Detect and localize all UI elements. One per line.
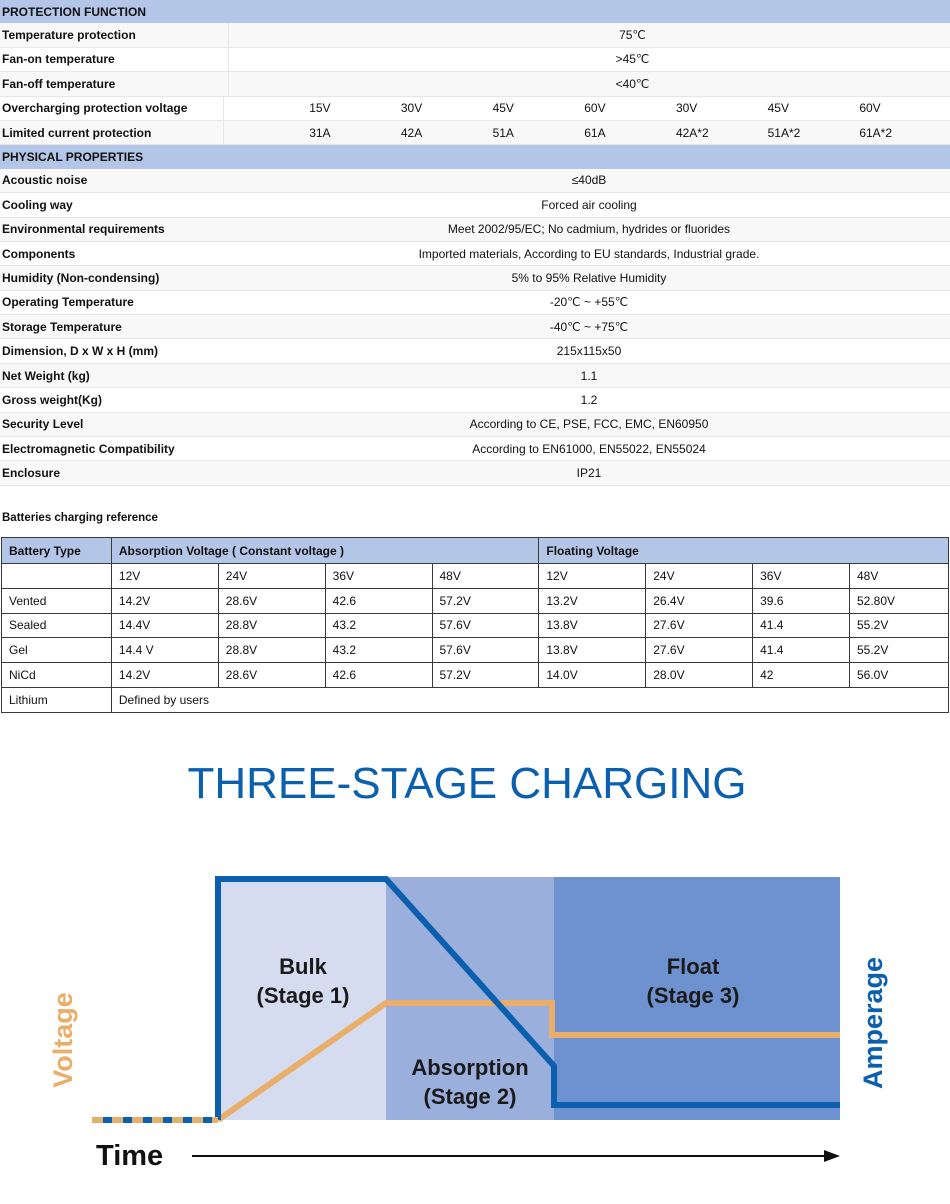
batteries-title: Batteries charging reference <box>2 512 158 524</box>
spec-value: 5% to 95% Relative Humidity <box>511 270 667 285</box>
spec-label: Security Level <box>2 417 84 432</box>
battery-type: Gel <box>2 638 112 663</box>
spec-cell: 42A <box>400 125 423 140</box>
empty-cell <box>2 564 112 589</box>
spec-row <box>0 388 950 412</box>
spec-table <box>0 0 950 486</box>
table-cell: 52.80V <box>850 588 949 613</box>
absorption-header: Absorption Voltage ( Constant voltage ) <box>111 538 538 564</box>
table-cell: 13.8V <box>539 638 646 663</box>
spec-label: Net Weight (kg) <box>2 368 90 383</box>
spec-cell: 30V <box>400 101 423 116</box>
batteries-table <box>1 537 949 713</box>
table-cell: 28.0V <box>646 663 753 688</box>
table-cell: 13.2V <box>539 588 646 613</box>
diagram-title: THREE-STAGE CHARGING <box>187 759 747 808</box>
spec-label: Fan-on temperature <box>2 52 115 67</box>
spec-value: 75℃ <box>619 28 646 43</box>
table-cell: 55.2V <box>850 638 949 663</box>
battery-type: NiCd <box>2 663 112 688</box>
protection-header <box>0 0 950 23</box>
voltage-cell: 36V <box>325 564 432 589</box>
protection-header-label: PROTECTION FUNCTION <box>2 4 146 19</box>
spec-row <box>0 413 950 437</box>
spec-cell: 51A <box>492 125 514 140</box>
spec-row <box>0 242 950 266</box>
spec-row <box>0 169 950 193</box>
voltage-cell: 24V <box>218 564 325 589</box>
voltage-cell: 12V <box>539 564 646 589</box>
table-cell: 57.6V <box>432 638 539 663</box>
table-row <box>2 613 949 638</box>
spec-label: Electromagnetic Compatibility <box>2 441 175 456</box>
table-cell: 14.4V <box>111 613 218 638</box>
lithium-value: Defined by users <box>111 687 948 712</box>
spec-row <box>0 266 950 290</box>
table-cell: 41.4 <box>753 638 850 663</box>
spec-cell: 45V <box>492 101 514 116</box>
float-stage-label: (Stage 3) <box>646 983 740 1008</box>
spec-label: Operating Temperature <box>2 295 134 310</box>
spec-value: -40℃ ~ +75℃ <box>549 319 629 334</box>
spec-row <box>0 48 950 72</box>
spec-cell: 61A <box>584 125 606 140</box>
table-cell: 28.6V <box>218 663 325 688</box>
table-cell: 57.2V <box>432 588 539 613</box>
table-cell: 57.2V <box>432 663 539 688</box>
table-cell: 43.2 <box>325 638 432 663</box>
table-cell: 27.6V <box>646 638 753 663</box>
spec-label: Enclosure <box>2 466 61 481</box>
voltage-row <box>2 564 949 589</box>
table-cell: 14.2V <box>111 588 218 613</box>
spec-cell: 42A*2 <box>675 125 709 140</box>
table-cell: 28.8V <box>218 638 325 663</box>
spec-value: 1.1 <box>580 368 598 383</box>
table-cell: 14.4 V <box>111 638 218 663</box>
spec-value: Meet 2002/95/EC; No cadmium, hydrides or fluorides <box>447 222 731 237</box>
table-cell: 42 <box>753 663 850 688</box>
spec-value: 1.2 <box>580 392 598 407</box>
spec-value: IP21 <box>576 466 602 481</box>
spec-row <box>0 218 950 242</box>
spec-cell: 61A*2 <box>859 125 893 140</box>
spec-label: Temperature protection <box>2 28 136 43</box>
voltage-axis-label: Voltage <box>48 992 78 1088</box>
spec-cell: 45V <box>767 101 789 116</box>
spec-value: ≤40dB <box>571 173 607 188</box>
table-row <box>2 663 949 688</box>
table-cell: 56.0V <box>850 663 949 688</box>
table-cell: 14.2V <box>111 663 218 688</box>
batteries-header-row <box>2 538 949 564</box>
spec-row <box>0 364 950 388</box>
table-cell: 28.8V <box>218 613 325 638</box>
table-row <box>2 588 949 613</box>
spec-row <box>0 315 950 339</box>
spec-cell: 15V <box>309 101 331 116</box>
amperage-axis-label: Amperage <box>858 956 888 1090</box>
spec-cell: 60V <box>584 101 606 116</box>
spec-label: Dimension, D x W x H (mm) <box>2 344 159 359</box>
time-axis-label: Time <box>96 1140 164 1172</box>
spec-cell: 30V <box>675 101 698 116</box>
table-cell: 41.4 <box>753 613 850 638</box>
table-cell: 28.6V <box>218 588 325 613</box>
battery-type: Lithium <box>2 687 112 712</box>
bulk-label: Bulk <box>279 954 327 979</box>
bulk-stage-label: (Stage 1) <box>256 983 350 1008</box>
voltage-cell: 36V <box>753 564 850 589</box>
table-row <box>2 687 949 712</box>
table-cell: 26.4V <box>646 588 753 613</box>
spec-value: According to EN61000, EN55022, EN55024 <box>472 441 706 456</box>
spec-label: Storage Temperature <box>2 319 122 334</box>
spec-row <box>0 437 950 461</box>
spec-value: 215x115x50 <box>556 344 622 359</box>
spec-value: -20℃ ~ +55℃ <box>549 295 629 310</box>
voltage-cell: 48V <box>432 564 539 589</box>
absorption-stage-label: (Stage 2) <box>423 1084 517 1109</box>
spec-value: <40℃ <box>615 76 650 91</box>
spec-row <box>0 291 950 315</box>
charging-diagram <box>0 735 950 1204</box>
table-cell: 39.6 <box>753 588 850 613</box>
spec-row <box>0 461 950 485</box>
spec-row <box>0 72 950 96</box>
voltage-cell: 12V <box>111 564 218 589</box>
spec-label: Environmental requirements <box>2 222 165 237</box>
spec-cell: 31A <box>309 125 331 140</box>
table-cell: 42.6 <box>325 588 432 613</box>
spec-label: Humidity (Non-condensing) <box>2 270 160 285</box>
table-cell: 57.6V <box>432 613 539 638</box>
spec-label: Components <box>2 246 76 261</box>
table-cell: 13.8V <box>539 613 646 638</box>
spec-row-limited <box>0 121 950 145</box>
float-label: Float <box>666 954 720 979</box>
voltage-cell: 48V <box>850 564 949 589</box>
spec-label: Cooling way <box>2 197 73 212</box>
battery-type: Vented <box>2 588 112 613</box>
spec-row <box>0 193 950 217</box>
spec-row <box>0 23 950 47</box>
spec-value: >45℃ <box>615 52 650 67</box>
table-cell: 42.6 <box>325 663 432 688</box>
spec-label: Limited current protection <box>2 125 152 140</box>
floating-header: Floating Voltage <box>539 538 949 564</box>
table-cell: 27.6V <box>646 613 753 638</box>
physical-header-label: PHYSICAL PROPERTIES <box>2 150 144 165</box>
arrow-right-icon <box>824 1150 840 1162</box>
voltage-cell: 24V <box>646 564 753 589</box>
table-row <box>2 638 949 663</box>
spec-label: Overcharging protection voltage <box>2 101 188 116</box>
battery-type-header: Battery Type <box>2 538 112 564</box>
physical-header <box>0 145 950 168</box>
spec-label: Gross weight(Kg) <box>2 392 103 407</box>
spec-value: Imported materials, According to EU standards, Industrial grade. <box>418 246 760 261</box>
spec-value: According to CE, PSE, FCC, EMC, EN60950 <box>469 417 709 432</box>
table-cell: 43.2 <box>325 613 432 638</box>
absorption-label: Absorption <box>411 1055 529 1080</box>
spec-row-overcharge <box>0 97 950 121</box>
battery-type: Sealed <box>2 613 112 638</box>
spec-cell: 51A*2 <box>767 125 801 140</box>
spec-label: Acoustic noise <box>2 173 88 188</box>
spec-value: Forced air cooling <box>541 197 637 212</box>
spec-row <box>0 339 950 363</box>
spec-cell: 60V <box>859 101 881 116</box>
spec-label: Fan-off temperature <box>2 76 116 91</box>
table-cell: 55.2V <box>850 613 949 638</box>
table-cell: 14.0V <box>539 663 646 688</box>
